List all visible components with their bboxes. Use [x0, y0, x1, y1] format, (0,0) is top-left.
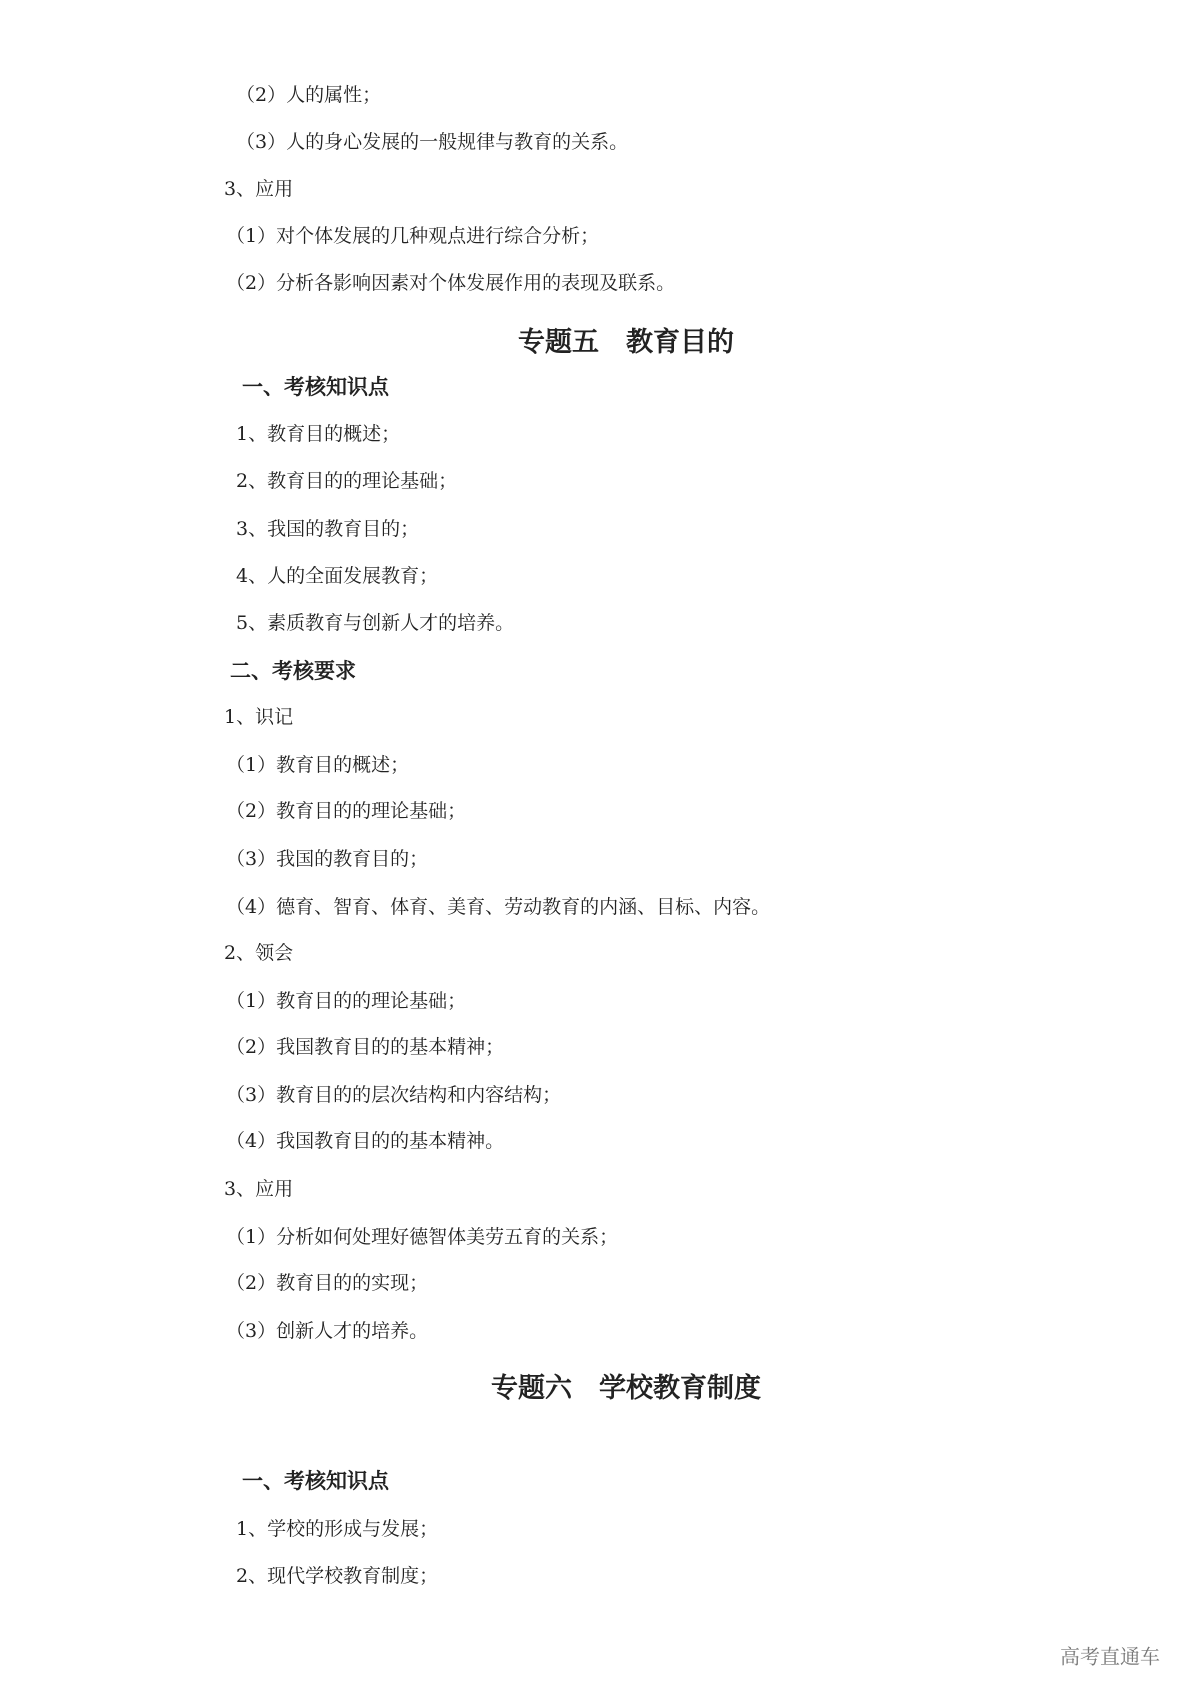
list-item: 3、我国的教育目的； — [236, 518, 420, 540]
list-item: （3）创新人才的培养。 — [226, 1320, 429, 1342]
list-item: （3）我国的教育目的； — [226, 848, 429, 870]
section-title: 专题六 学校教育制度 — [491, 1373, 761, 1404]
text-line: （3）人的身心发展的一般规律与教育的关系。 — [236, 131, 629, 153]
list-item: （4）我国教育目的的基本精神。 — [226, 1130, 505, 1152]
list-item: 1、教育目的概述； — [236, 423, 401, 445]
list-item: 2、现代学校教育制度； — [236, 1565, 439, 1587]
list-item: （1）分析如何处理好德智体美劳五育的关系； — [226, 1226, 619, 1248]
list-item: （2）我国教育目的的基本精神； — [226, 1036, 505, 1058]
list-item: 4、人的全面发展教育； — [236, 565, 439, 587]
list-item: （3）教育目的的层次结构和内容结构； — [226, 1084, 562, 1106]
text-line: 3、应用 — [224, 178, 294, 200]
text-line: （2）分析各影响因素对个体发展作用的表现及联系。 — [226, 272, 676, 294]
section-heading: 一、考核知识点 — [242, 1469, 389, 1493]
list-item: 1、识记 — [224, 706, 294, 728]
list-item: 1、学校的形成与发展； — [236, 1518, 439, 1540]
list-item: 3、应用 — [224, 1178, 294, 1200]
list-item: （1）教育目的概述； — [226, 754, 410, 776]
text-line: （1）对个体发展的几种观点进行综合分析； — [226, 225, 600, 247]
list-item: 5、素质教育与创新人才的培养。 — [236, 612, 515, 634]
watermark: 高考直通车 — [1060, 1644, 1160, 1669]
section-heading: 二、考核要求 — [230, 659, 356, 683]
section-title: 专题五 教育目的 — [518, 327, 734, 358]
list-item: 2、领会 — [224, 942, 294, 964]
text-line: （2）人的属性； — [236, 84, 382, 106]
list-item: （2）教育目的的实现； — [226, 1272, 429, 1294]
section-heading: 一、考核知识点 — [242, 375, 389, 399]
list-item: （4）德育、智育、体育、美育、劳动教育的内涵、目标、内容。 — [226, 896, 771, 918]
list-item: （1）教育目的的理论基础； — [226, 990, 467, 1012]
list-item: （2）教育目的的理论基础； — [226, 800, 467, 822]
list-item: 2、教育目的的理论基础； — [236, 470, 458, 492]
